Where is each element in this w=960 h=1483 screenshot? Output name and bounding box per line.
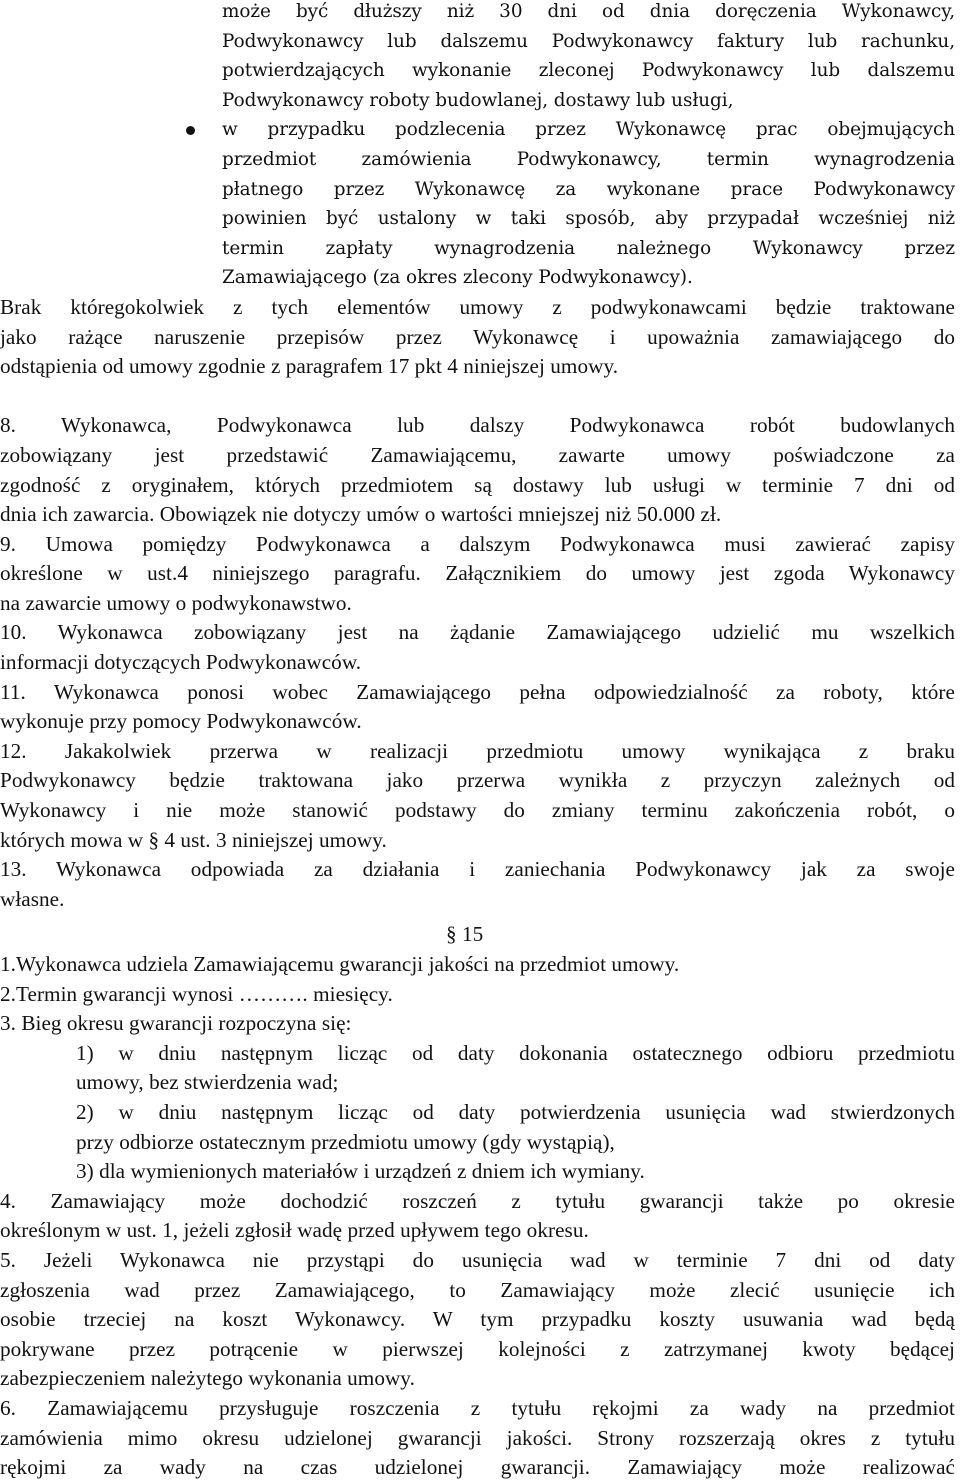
text-line: 5. Jeżeli Wykonawca nie przystąpi do usunięcia wad w terminie 7 dni od daty [0,1247,955,1272]
text-line: Wykonawcy i nie może stanowić podstawy do zmiany terminu zakończenia robót, o [0,798,955,823]
bullet-icon [186,126,195,135]
continuation-paragraph [0,0,955,115]
spacer [0,382,960,412]
text-line: Brak któregokolwiek z tych elementów umowy z podwykonawcami będzie traktowane [0,294,955,319]
list-item: 1) w dniu następnym licząc od daty dokonania ostatecznego odbioru przedmiotu [76,1040,955,1065]
text-line: określonym w ust. 1, jeżeli zgłosił wadę przed upływem tego okresu. [0,1218,589,1243]
text-line: Podwykonawcy lub dalszemu Podwykonawcy faktury lub rachunku, [222,30,955,52]
text-line: zabezpieczeniem należytego wykonania umowy. [0,1366,415,1391]
section-heading [0,920,960,950]
text-line: może być dłuższy niż 30 dni od dnia doręczenia Wykonawcy, [222,1,955,22]
text-line: których mowa w § 4 ust. 3 niniejszej umowy. [0,827,387,852]
text-line: 13. Wykonawca odpowiada za działania i zaniechania Podwykonawcy jak za swoje [0,857,955,882]
text-line: Zamawiającego (za okres zlecony Podwykonawcy). [222,267,693,289]
text-line: odstąpienia od umowy zgodnie z paragrafem 17 pkt 4 niniejszej umowy. [0,354,619,379]
brak-paragraph [0,293,955,382]
text-line: przedmiot zamówienia Podwykonawcy, termin wynagrodzenia [222,148,955,170]
list-item: przy odbiorze ostatecznym przedmiotu umowy (gdy wystąpią), [76,1129,615,1154]
list-item: umowy, bez stwierdzenia wad; [76,1070,339,1095]
paragraph-8 [0,411,955,529]
text-line: dnia ich zawarcia. Obowiązek nie dotyczy umów o wartości mniejszej niż 50.000 zł. [0,502,722,527]
text-line: potwierdzających wykonanie zleconej Podwykonawcy lub dalszemu [222,60,955,82]
section-heading-text: § 15 [446,922,484,947]
text-line: wykonuje przy pomocy Podwykonawców. [0,709,362,734]
text-line: termin zapłaty wynagrodzenia należnego Wykonawcy przez [222,237,955,259]
section-15-item-4 [0,1187,955,1246]
text-line: na zawarcie umowy o podwykonawstwo. [0,590,352,615]
text-line: 12. Jakakolwiek przerwa w realizacji przedmiotu umowy wynikająca z braku [0,738,955,763]
text-line: 11. Wykonawca ponosi wobec Zamawiającego pełna odpowiedzialność za roboty, które [0,679,955,704]
text-line: 4. Zamawiający może dochodzić roszczeń z tytułu gwarancji także po okresie [0,1188,955,1213]
text-line: jako rażące naruszenie przepisów przez Wykonawcę i upoważnia zamawiającego do [0,324,955,349]
paragraph-12 [0,737,955,855]
paragraph-9 [0,530,955,619]
text-line: Podwykonawcy będzie traktowana jako przerwa wynikła z przyczyn zależnych od [0,768,955,793]
text-line: określone w ust.4 niniejszego paragrafu. Załącznikiem do umowy jest zgoda Wykonawcy [0,561,955,586]
text-line: informacji dotyczących Podwykonawców. [0,650,362,675]
text-line: rękojmi za wady na czas udzielonej gwarancji. Zamawiający może realizować [0,1455,955,1480]
text-line: zamówienia mimo okresu udzielonej gwarancji jakości. Strony rozszerzają okres z tytułu [0,1425,955,1450]
text-line: 3. Bieg okresu gwarancji rozpoczyna się: [0,1011,352,1036]
text-line: zgłoszenia wad przez Zamawiającego, to Zamawiający może zlecić usunięcie ich [0,1277,955,1302]
text-line: Podwykonawcy roboty budowlanej, dostawy lub usługi, [222,89,734,111]
text-line: 2.Termin gwarancji wynosi ………. miesięcy. [0,981,393,1006]
section-15-item-5 [0,1246,955,1394]
text-line: zgodność z oryginałem, których przedmiotem są dostawy lub usługi w terminie 7 dni od [0,472,955,497]
text-line: 6. Zamawiającemu przysługuje roszczenia z tytułu rękojmi za wady na przedmiot [0,1395,955,1420]
text-line: 9. Umowa pomiędzy Podwykonawca a dalszym Podwykonawca musi zawierać zapisy [0,531,955,556]
paragraph-11 [0,678,955,737]
paragraph-13 [0,855,955,914]
text-line: 10. Wykonawca zobowiązany jest na żądanie Zamawiającego udzielić mu wszelkich [0,620,955,645]
list-item: 3) dla wymienionych materiałów i urządzeń z dniem ich wymiany. [76,1159,645,1184]
section-15 [0,950,955,1039]
text-line: własne. [0,886,65,911]
list-item: 2) w dniu następnym licząc od daty potwierdzenia usunięcia wad stwierdzonych [76,1099,955,1124]
text-line: płatnego przez Wykonawcę za wykonane prace Podwykonawcy [222,178,955,200]
section-15-item-6 [0,1394,955,1483]
text-line: pokrywane przez potrącenie w pierwszej kolejności z zatrzymanej kwoty będącej [0,1336,955,1361]
bullet-paragraph [0,115,955,293]
warranty-start-list [0,1039,955,1187]
text-line: 8. Wykonawca, Podwykonawca lub dalszy Podwykonawca robót budowlanych [0,413,955,438]
text-line: osobie trzeciej na koszt Wykonawcy. W tym przypadku koszty usuwania wad będą [0,1307,955,1332]
text-line: w przypadku podzlecenia przez Wykonawcę prac obejmujących [222,119,955,141]
text-line: zobowiązany jest przedstawić Zamawiającemu, zawarte umowy poświadczone za [0,442,955,467]
text-line: powinien być ustalony w taki sposób, aby przypadał wcześniej niż [222,208,955,230]
text-line: 1.Wykonawca udziela Zamawiającemu gwarancji jakości na przedmiot umowy. [0,952,680,976]
paragraph-10 [0,618,955,677]
